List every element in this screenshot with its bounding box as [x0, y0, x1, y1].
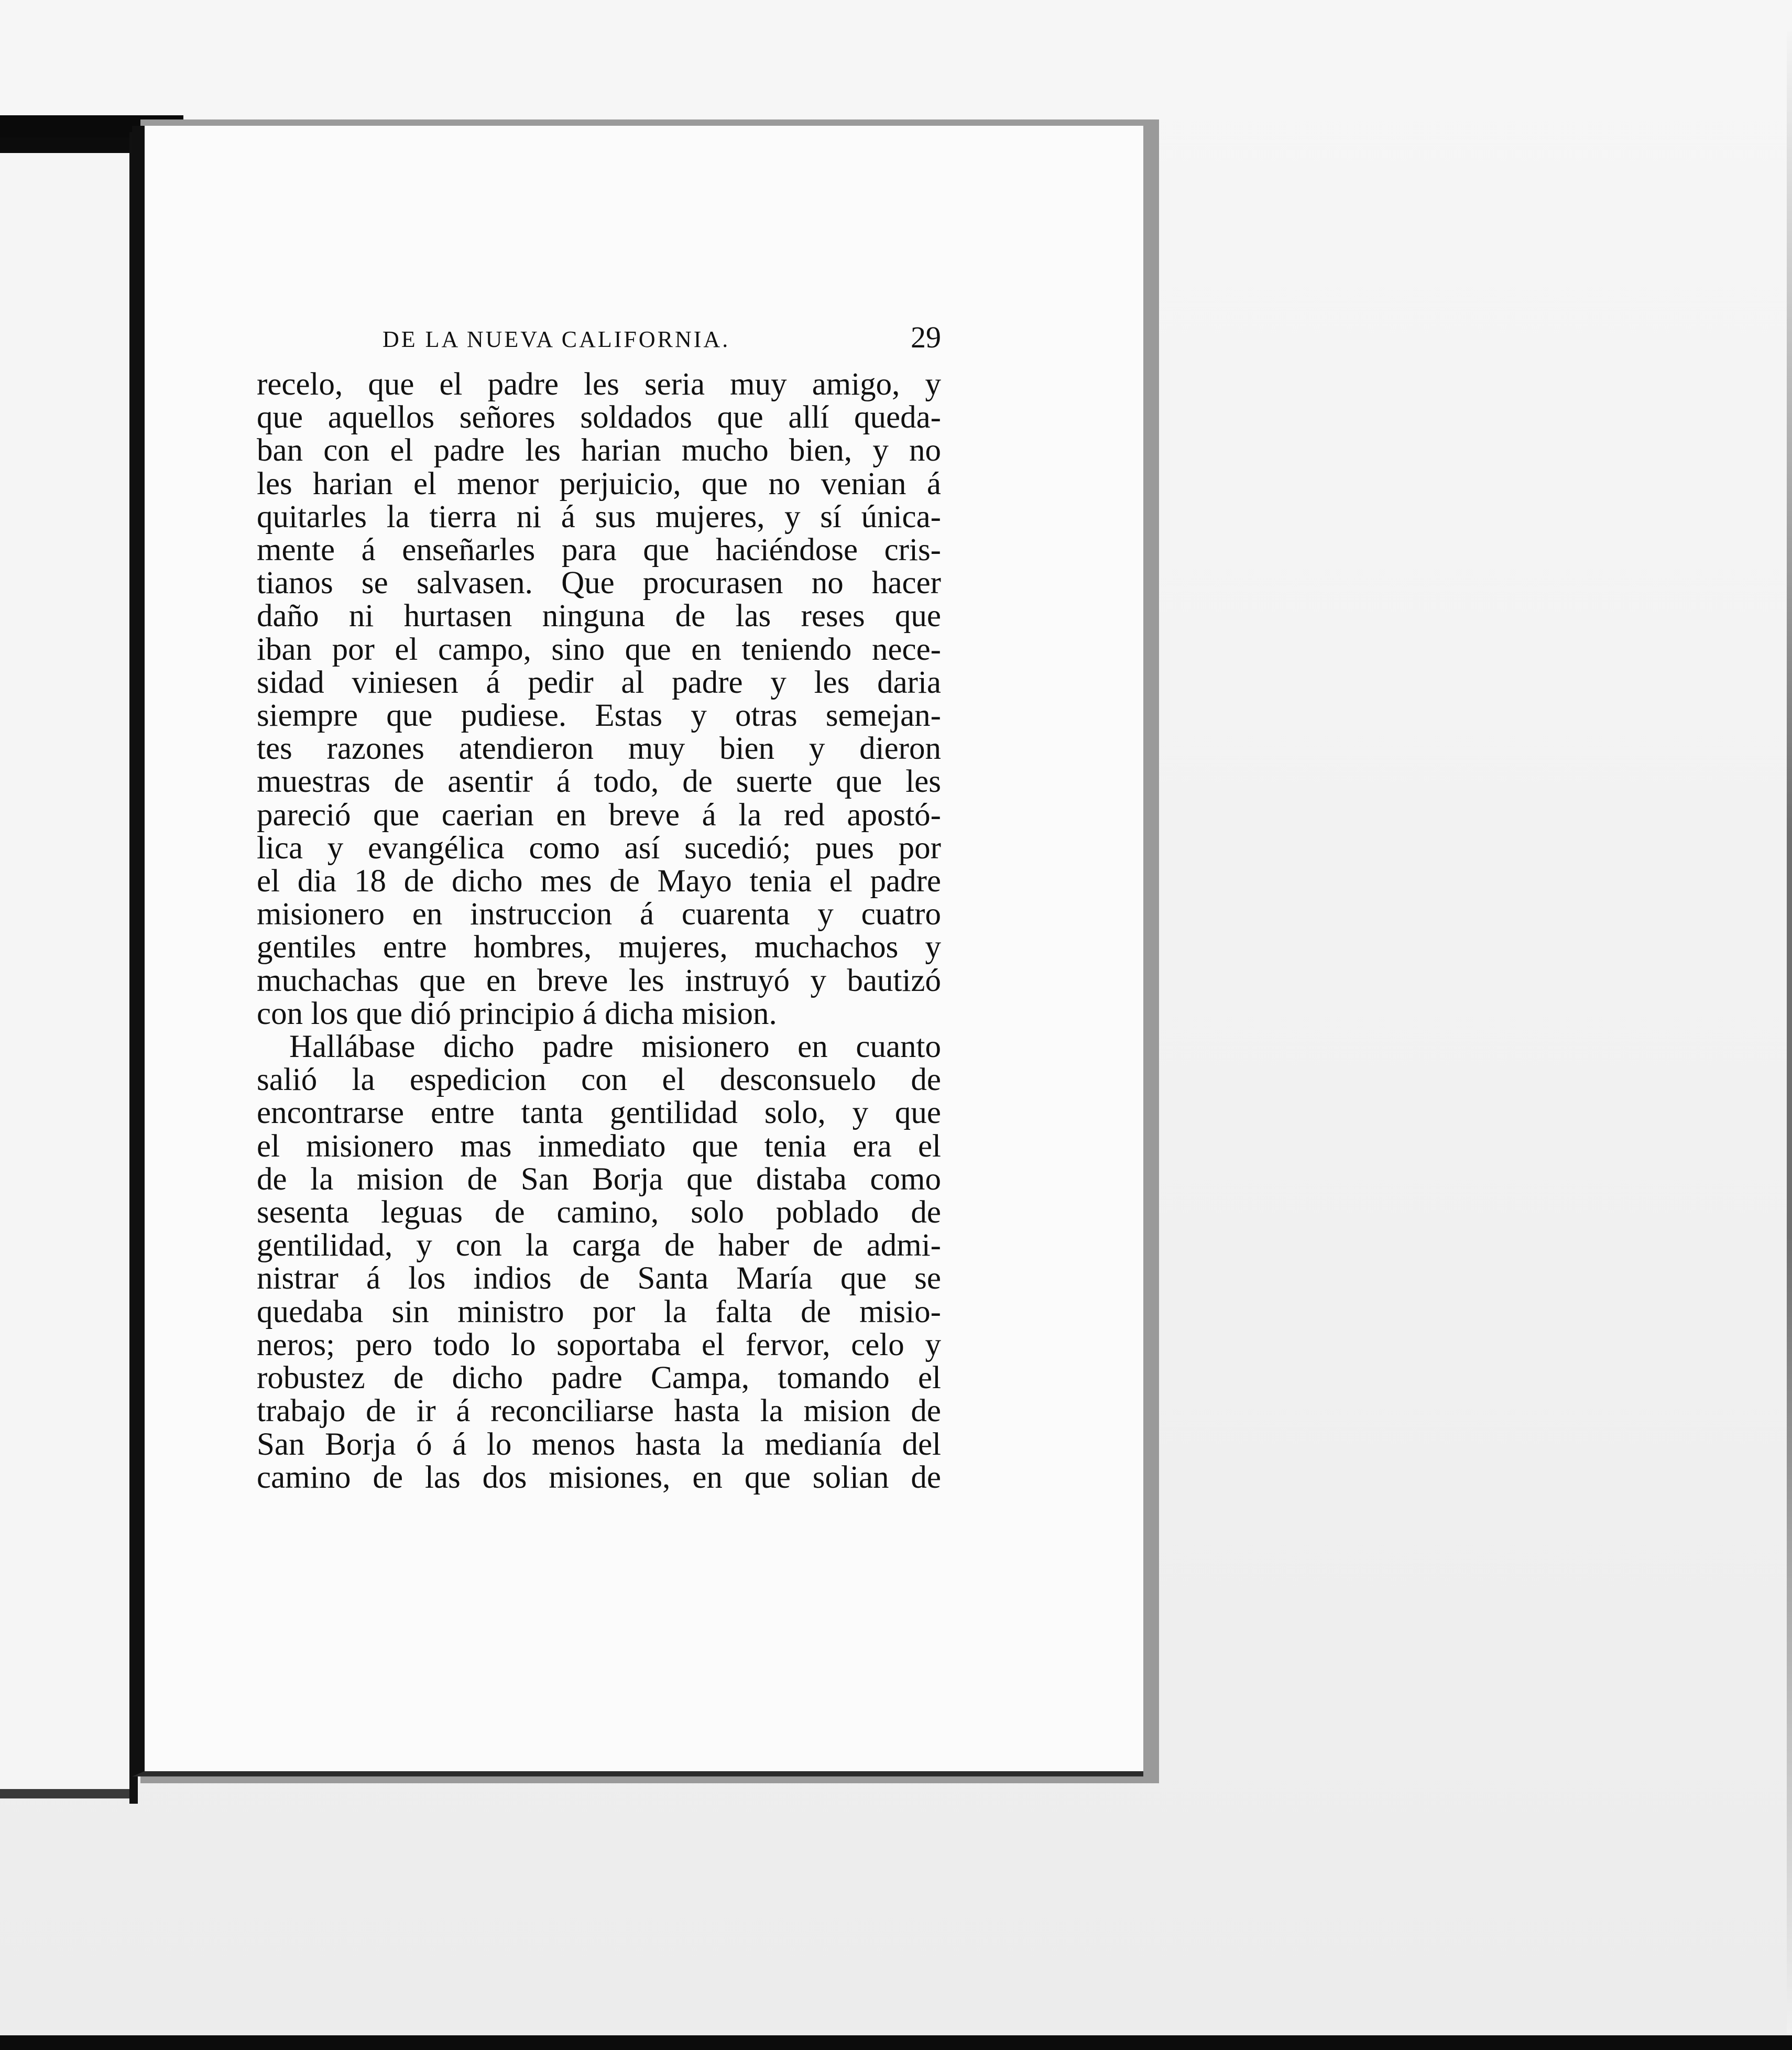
text-line: tes razones atendieron muy bien y dieron [257, 731, 941, 767]
text-line: quedaba sin ministro por la falta de misio- [257, 1294, 941, 1329]
text-line: gentiles entre hombres, mujeres, muchachos y [257, 930, 941, 965]
paragraph-1 [257, 368, 941, 1030]
text-line: lica y evangélica como así sucedió; pues por [257, 830, 941, 866]
text-line: encontrarse entre tanta gentilidad solo, y que [257, 1095, 941, 1131]
scanner-right-edge [1787, 31, 1792, 2033]
text-line: el dia 18 de dicho mes de Mayo tenia el padre [257, 864, 941, 899]
text-line: San Borja ó á lo menos hasta la medianía del [257, 1426, 941, 1462]
text-line: muestras de asentir á todo, de suerte que les [257, 764, 941, 800]
text-line: sesenta leguas de camino, solo poblado de [257, 1195, 941, 1230]
text-line: pareció que caerian en breve á la red apostó- [257, 797, 941, 833]
text-line: robustez de dicho padre Campa, tomando el [257, 1360, 941, 1396]
text-line: Hallábase dicho padre misionero en cuanto [289, 1029, 941, 1065]
text-line: gentilidad, y con la carga de haber de admi- [257, 1228, 941, 1263]
text-line: trabajo de ir á reconciliarse hasta la mision de [257, 1393, 941, 1429]
text-line: iban por el campo, sino que en teniendo nece- [257, 631, 941, 667]
running-head [257, 320, 941, 367]
text-line: con los que dió principio á dicha mision. [257, 996, 777, 1031]
page-content [257, 320, 941, 1494]
text-line: siempre que pudiese. Estas y otras semejan- [257, 698, 941, 734]
text-line: nistrar á los indios de Santa María que se [257, 1261, 941, 1296]
text-line: sidad viniesen á pedir al padre y les daria [257, 664, 941, 700]
previous-page-edge [0, 137, 134, 1798]
text-line: tianos se salvasen. Que procurasen no hacer [257, 565, 941, 601]
book-page [132, 126, 1143, 1776]
text-line: salió la espedicion con el desconsuelo de [257, 1062, 941, 1098]
paragraph-2 [257, 1030, 941, 1494]
body-text [257, 368, 941, 1494]
text-line: ban con el padre les harian mucho bien, y no [257, 433, 941, 468]
text-line: que aquellos señores soldados que allí queda- [257, 400, 941, 435]
text-line: les harian el menor perjuicio, que no venian á [257, 466, 941, 501]
text-line: misionero en instruccion á cuarenta y cuatro [257, 897, 941, 932]
text-line: el misionero mas inmediato que tenia era el [257, 1128, 941, 1164]
text-line: quitarles la tierra ni á sus mujeres, y sí única- [257, 499, 941, 535]
scanner-bed-edge [0, 2035, 1792, 2050]
text-line: de la mision de San Borja que distaba como [257, 1161, 941, 1197]
text-line: muchachas que en breve les instruyó y bautizó [257, 963, 941, 998]
running-title: DE LA NUEVA CALIFORNIA. [383, 326, 730, 352]
text-line: daño ni hurtasen ninguna de las reses que [257, 598, 941, 634]
text-line: camino de las dos misiones, en que solian de [257, 1459, 941, 1495]
text-line: neros; pero todo lo soportaba el fervor, celo y [257, 1327, 941, 1362]
page-number: 29 [911, 320, 941, 354]
text-line: recelo, que el padre les seria muy amigo, y [257, 367, 941, 402]
text-line: mente á enseñarles para que haciéndose cris- [257, 532, 941, 568]
